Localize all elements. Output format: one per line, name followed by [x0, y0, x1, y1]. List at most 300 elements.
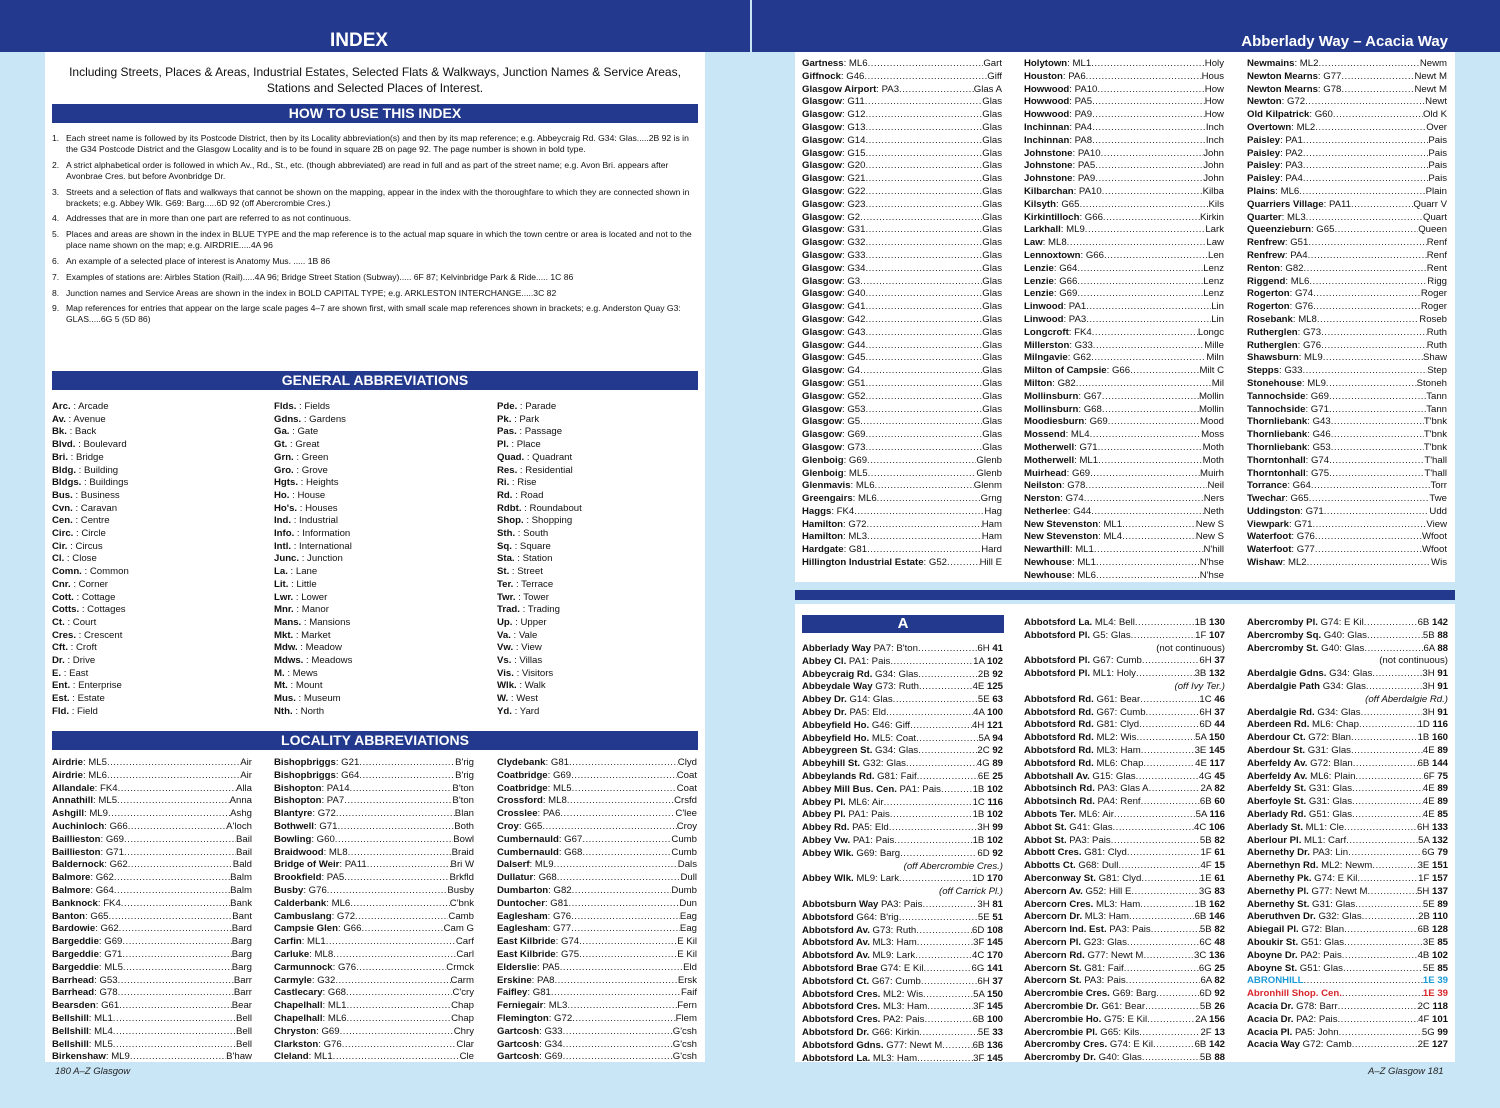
abbr-short: Bldgs.	[52, 477, 82, 489]
index-street: Abbeydale Way G73: Ruth	[802, 681, 919, 693]
leader-dots	[350, 783, 453, 796]
leader-dots	[1096, 570, 1200, 583]
leader-dots	[1303, 173, 1428, 186]
abbr-entry	[52, 490, 252, 503]
leader-dots	[114, 885, 230, 898]
abbr-short: Lit.	[274, 578, 289, 590]
abbr-full: : Industrial	[291, 515, 338, 527]
leader-dots	[889, 822, 978, 835]
locality-abbr: Glenm	[973, 480, 1002, 492]
locality-abbr: Over	[1426, 121, 1447, 133]
index-street: Abbott Cres. G81: Clyd	[1024, 847, 1127, 859]
abbr-full: : Little	[288, 578, 317, 590]
locality-name: Annathill: ML5	[52, 795, 118, 807]
locality-entry	[497, 936, 697, 949]
index-street: Aberdeen Rd. ML6: Chap	[1247, 719, 1359, 731]
abbr-short: Junc.	[274, 553, 300, 565]
index-street: Aboukir St. G51: Glas	[1247, 936, 1345, 948]
leader-dots	[335, 975, 450, 988]
locality-name: Glasgow: G73	[802, 441, 866, 453]
abbr-full: : East	[61, 667, 89, 679]
locality-name: Riggend: ML6	[1247, 275, 1310, 287]
leader-dots	[1127, 847, 1201, 860]
index-mapref: 6B 142	[1194, 1039, 1225, 1051]
leader-dots	[350, 898, 450, 911]
locality-name: Mollinsburn: G67	[1024, 390, 1102, 402]
how-item-number: 1.	[52, 133, 60, 143]
index-street: Abercorn St. G81: Faif	[1024, 962, 1124, 974]
index-street: Abercromby St. G40: Glas	[1247, 642, 1365, 654]
index-street: Abbotsford Dr. G66: Kirkin	[802, 1026, 920, 1038]
abbr-full: : Corner	[70, 578, 108, 590]
how-item-number: 2.	[52, 159, 60, 170]
leader-dots	[571, 911, 680, 924]
index-mapref: 6H 37	[977, 975, 1003, 987]
locality-abbr: Glas	[982, 339, 1002, 351]
locality-name: Crossford: ML8	[497, 795, 567, 807]
index-street: Aberdalgie Gdns. G34: Glas	[1247, 668, 1373, 680]
abbr-full: : Circle	[73, 528, 106, 540]
leader-dots	[1343, 963, 1423, 976]
leader-dots	[346, 987, 452, 1000]
locality-entry	[52, 936, 252, 949]
locality-entry	[274, 949, 474, 962]
locality-abbr: Air	[240, 757, 252, 768]
leader-dots	[1309, 493, 1430, 506]
locality-name: Clarkston: G76	[274, 1038, 342, 1050]
abbr-full: : Bridge	[68, 451, 104, 463]
index-mapref: 3F 145	[973, 937, 1003, 949]
locality-abbr: Faif	[681, 987, 697, 999]
locality-name: Baillieston: G71	[52, 846, 124, 858]
abbr-short: Cl.	[52, 553, 65, 565]
locality-abbr: Lenz	[1203, 288, 1224, 300]
locality-name: Glasgow: G3	[802, 275, 861, 287]
leader-dots	[1323, 352, 1423, 365]
locality-name: Greengairs: ML6	[802, 493, 877, 505]
locality-name: Bridge of Weir: PA11	[274, 859, 367, 871]
locality-abbr: Glas	[982, 301, 1002, 313]
leader-dots	[582, 847, 671, 860]
locality-entry	[1024, 531, 1224, 544]
locality-entry	[1024, 250, 1224, 263]
leader-dots	[128, 859, 233, 872]
locality-abbr: Anna	[229, 795, 252, 807]
abbr-entry	[52, 668, 252, 681]
abbr-entry	[52, 452, 252, 465]
index-mapref: 3F 145	[973, 1052, 1003, 1064]
leader-dots	[1102, 391, 1199, 404]
how-item	[52, 288, 702, 299]
locality-abbr: Wfoot	[1421, 544, 1447, 556]
index-mapref: 5E 85	[1422, 962, 1448, 974]
leader-dots	[1351, 732, 1418, 745]
index-mapref: 1B 162	[1194, 898, 1225, 910]
leader-dots	[865, 148, 982, 161]
locality-entry	[274, 757, 474, 770]
locality-entry	[497, 885, 697, 898]
locality-entry	[1247, 148, 1447, 161]
abbr-entry	[497, 477, 697, 490]
leader-dots	[1092, 96, 1205, 109]
locality-entry	[802, 506, 1002, 519]
locality-abbr: Crsfd	[674, 795, 697, 807]
locality-entry	[1024, 480, 1224, 493]
leader-dots	[124, 834, 236, 847]
leader-dots	[900, 848, 977, 861]
leader-dots	[1151, 924, 1200, 937]
abbr-short: Mus.	[274, 693, 296, 705]
leader-dots	[906, 758, 977, 771]
locality-abbr: Glas	[982, 262, 1002, 274]
index-entry	[802, 745, 1003, 758]
locality-name: Braidwood: ML8	[274, 846, 348, 858]
index-entry	[802, 694, 1003, 707]
abbr-short: Gt.	[274, 439, 288, 451]
leader-dots	[1307, 557, 1431, 570]
index-entry	[1024, 1052, 1225, 1065]
index-street: Abbotts Ct. G68: Dull	[1024, 860, 1119, 872]
locality-name: Muirhead: G69	[1024, 467, 1091, 479]
locality-entry	[1024, 263, 1224, 276]
index-street: Abbot St. G41: Glas	[1024, 821, 1113, 833]
abbr-entry	[52, 693, 252, 706]
index-street: Abbotsford Rd. G61: Bear	[1024, 693, 1141, 705]
locality-entry	[1247, 71, 1447, 84]
locality-name: Glasgow: G5	[802, 416, 861, 428]
locality-abbr: Cam G	[443, 923, 474, 935]
abbr-full: : Lane	[287, 566, 318, 578]
leader-dots	[1084, 493, 1204, 506]
index-mapref: 2A 156	[1195, 1013, 1225, 1025]
locality-entry	[1024, 173, 1224, 186]
index-mapref: 3H 81	[977, 898, 1003, 910]
leader-dots	[865, 250, 982, 263]
abbr-short: Fld.	[52, 705, 70, 717]
index-street: Aberlady Rd. G51: Glas	[1247, 808, 1353, 820]
index-mapref: 5A 94	[978, 732, 1003, 744]
leader-dots	[551, 987, 681, 1000]
index-mapref: 1E 61	[1199, 872, 1225, 884]
abbr-short: Cir.	[52, 540, 68, 552]
index-street: Abernethy Pl. G77: Newt M	[1247, 885, 1368, 897]
locality-name: Thornliebank: G46	[1247, 429, 1331, 441]
index-street: Abercrombie Ho. G75: E Kil	[1024, 1013, 1148, 1025]
abbr-short: Cvn.	[52, 502, 73, 514]
leader-dots	[1344, 924, 1418, 937]
locality-name: Glasgow: G4	[802, 365, 861, 377]
locality-entry	[1024, 135, 1224, 148]
leader-dots	[1122, 519, 1196, 532]
leader-dots	[865, 135, 982, 148]
leader-dots	[890, 809, 973, 822]
abbr-full: : Buildings	[81, 477, 129, 489]
leader-dots	[919, 681, 973, 694]
abbr-entry	[274, 439, 474, 452]
locality-abbr: Bell	[236, 1025, 252, 1037]
intro-line-1: Including Streets, Places & Areas, Industrial Estates, Selected Flats & Walkways, Junction Names & Service Areas,	[69, 65, 681, 79]
locality-abbr: Dumb	[671, 884, 697, 896]
locality-abbr: Both	[454, 820, 474, 832]
leader-dots	[865, 173, 982, 186]
locality-name: Glenboig: G69	[802, 454, 868, 466]
leader-dots	[884, 797, 973, 810]
index-mapref: 1B 102	[972, 809, 1003, 821]
leader-dots	[923, 989, 973, 1002]
index-mapref: 4C 106	[1194, 821, 1225, 833]
locality-abbr: Neil	[1207, 480, 1224, 492]
locality-entry	[497, 911, 697, 924]
index-mapref: 3C 136	[1194, 949, 1225, 961]
index-entry	[1247, 681, 1448, 694]
abbr-full: : Place	[508, 439, 541, 451]
locality-name: Kilsyth: G65	[1024, 198, 1080, 210]
index-entry	[1024, 937, 1225, 950]
index-entry	[802, 707, 1003, 720]
locality-entry	[274, 783, 474, 796]
leader-dots	[890, 656, 973, 669]
index-entry	[1247, 1001, 1448, 1014]
abbr-full: : Avenue	[65, 413, 106, 425]
locality-name: Erskine: PA8	[497, 974, 555, 986]
locality-entry	[802, 378, 1002, 391]
locality-entry	[1247, 493, 1447, 506]
locality-name: Howwood: PA10	[1024, 83, 1098, 95]
locality-entry	[802, 327, 1002, 340]
locality-name: Baldernock: G62	[52, 859, 128, 871]
abbr-short: Rd.	[497, 489, 513, 501]
locality-name: Airdrie: ML6	[52, 769, 107, 781]
abbr-entry	[497, 490, 697, 503]
leader-dots	[1093, 340, 1204, 353]
index-mapref: 6D 92	[1199, 988, 1225, 1000]
index-mapref: 6H 41	[977, 643, 1003, 654]
locality-name: Balmore: G62	[52, 872, 114, 884]
abbr-full: : South	[515, 528, 549, 540]
abbr-short: Gdns.	[274, 413, 302, 425]
locality-abbr: Bri W	[450, 859, 474, 871]
locality-entry	[1024, 160, 1224, 173]
index-mapref: 1B 130	[1194, 617, 1225, 628]
abbr-column	[497, 401, 697, 719]
leader-dots	[865, 327, 982, 340]
index-street: Abbotsford Av. ML9: Lark	[802, 950, 916, 962]
locality-name: Bishopbriggs: G64	[274, 769, 360, 781]
leader-dots	[1352, 796, 1423, 809]
abbr-entry	[274, 642, 474, 655]
locality-name: Old Kilpatrick: G60	[1247, 109, 1333, 121]
locality-entry	[274, 847, 474, 860]
locality-name: Bearsden: G61	[52, 1000, 120, 1012]
index-mapref: 4C 170	[972, 950, 1003, 962]
locality-name: Rutherglen: G73	[1247, 326, 1322, 338]
locality-entry	[802, 531, 1002, 544]
leader-dots	[1372, 668, 1422, 681]
locality-abbr: Camb	[448, 910, 474, 922]
locality-name: Eaglesham: G76	[497, 910, 572, 922]
locality-entry	[1024, 416, 1224, 429]
locality-entry	[802, 237, 1002, 250]
index-mapref: 5A 150	[1195, 732, 1225, 744]
index-mapref: 6A 82	[1200, 975, 1225, 987]
leader-dots	[947, 557, 980, 570]
locality-entry	[802, 148, 1002, 161]
abbr-entry	[497, 541, 697, 554]
index-entry	[1024, 668, 1225, 681]
abbr-full: : Parade	[517, 401, 557, 412]
locality-entry	[52, 847, 252, 860]
leader-dots	[1143, 758, 1195, 771]
abbr-full: : Crescent	[76, 629, 123, 641]
leader-dots	[582, 834, 671, 847]
abbr-entry	[274, 579, 474, 592]
leader-dots	[1104, 250, 1208, 263]
locality-name: Longcroft: FK4	[1024, 326, 1092, 338]
locality-abbr: Len	[1207, 249, 1224, 261]
index-entry	[802, 1040, 1003, 1053]
locality-entry	[52, 911, 252, 924]
leader-dots	[1352, 1039, 1418, 1052]
index-entry	[1024, 758, 1225, 771]
index-mapref: 6F 75	[1423, 770, 1448, 782]
locality-abbr: T'bnk	[1423, 441, 1447, 453]
locality-abbr: Fern	[677, 1000, 697, 1012]
locality-name: Busby: G76	[274, 884, 327, 896]
abbr-full: : Manor	[293, 604, 329, 616]
abbr-short: Ent.	[52, 680, 71, 692]
locality-abbr: Glas	[982, 237, 1002, 249]
index-street: Abbotsford La. ML3: Ham	[802, 1052, 918, 1064]
leader-dots	[1140, 899, 1194, 912]
locality-abbr: Busby	[447, 884, 474, 896]
abbr-short: Res.	[497, 464, 518, 476]
locality-entry	[52, 859, 252, 872]
leader-dots	[1129, 911, 1195, 924]
locality-entry	[802, 557, 1002, 570]
leader-dots	[1352, 809, 1423, 822]
index-mapref: 6A 88	[1423, 642, 1448, 654]
locality-abbr: Quart	[1423, 211, 1447, 223]
locality-entry	[274, 936, 474, 949]
abbr-short: Nth.	[274, 705, 293, 717]
locality-name: Bishopton: PA7	[274, 795, 345, 807]
locality-abbr: Glas	[982, 429, 1002, 441]
locality-abbr: John	[1203, 173, 1224, 185]
index-street: Aberdalgie Path G34: Glas	[1247, 680, 1366, 692]
leader-dots	[572, 1013, 676, 1026]
index-entry	[1247, 886, 1448, 899]
abbr-full: : Arcade	[70, 401, 109, 412]
locality-abbr: Alla	[236, 782, 252, 794]
index-mapref: 1B 102	[972, 783, 1003, 795]
index-note: (not continuous)	[1156, 642, 1225, 654]
abbr-full: : Junction	[299, 553, 343, 565]
leader-dots	[1091, 352, 1206, 365]
locality-name: Chapelhall: ML1	[274, 1000, 347, 1012]
index-entry	[802, 925, 1003, 938]
locality-entry	[1247, 442, 1447, 455]
locality-name: Gartcosh: G33	[497, 1025, 563, 1037]
locality-name: Hillington Industrial Estate: G52	[802, 557, 947, 569]
locality-abbr: Glas	[982, 185, 1002, 197]
locality-abbr: Inch	[1205, 121, 1224, 133]
locality-entry	[802, 429, 1002, 442]
leader-dots	[1077, 288, 1203, 301]
abbr-entry	[497, 515, 697, 528]
locality-name: Hardgate: G81	[802, 544, 868, 556]
leader-dots	[1143, 950, 1194, 963]
index-mapref: 5E 51	[977, 911, 1003, 923]
leader-dots	[118, 987, 234, 1000]
locality-abbr: Glas	[982, 96, 1002, 108]
index-street: Abbotsford Rd. ML2: Wis	[1024, 732, 1137, 744]
abbr-full: : Business	[72, 489, 120, 501]
locality-name: Glasgow: G44	[802, 339, 866, 351]
locality-entry	[802, 455, 1002, 468]
index-entry	[802, 835, 1003, 848]
index-street: Aberlour Pl. ML1: Carf	[1247, 834, 1347, 846]
leader-dots	[1308, 250, 1427, 263]
abbr-full: : Court	[64, 616, 97, 628]
locality-abbr: Bald	[232, 859, 252, 871]
footer-right: A–Z Glasgow 181	[1368, 1066, 1444, 1077]
leader-dots	[1108, 416, 1200, 429]
index-entry	[1247, 988, 1448, 1001]
locality-abbr: Ham	[981, 518, 1002, 530]
leader-dots	[877, 493, 981, 506]
how-item-number: 9.	[52, 303, 60, 314]
index-street: Abercorn Ind. Est. PA3: Pais	[1024, 924, 1151, 936]
locality-entry	[802, 84, 1002, 97]
locality-name: East Kilbride: G74	[497, 936, 580, 948]
abbr-entry	[497, 503, 697, 516]
locality-abbr: Glas	[982, 352, 1002, 364]
leader-dots	[122, 936, 231, 949]
locality-abbr: Roseb	[1419, 313, 1447, 325]
index-mapref: 5H 137	[1417, 885, 1448, 897]
how-item-number: 5.	[52, 229, 60, 240]
leader-dots	[579, 949, 677, 962]
index-entry	[1024, 924, 1225, 937]
locality-abbr: Bowl	[453, 833, 474, 845]
locality-entry	[274, 821, 474, 834]
how-item-number: 4.	[52, 213, 60, 224]
abbr-short: Cres.	[52, 629, 76, 641]
locality-abbr: Bant	[232, 910, 252, 922]
abbr-full: : Green	[293, 451, 329, 463]
locality-entry	[1247, 557, 1447, 570]
locality-entry	[1024, 442, 1224, 455]
locality-entry	[1247, 480, 1447, 493]
locality-abbr: C'lee	[675, 808, 697, 820]
locality-name: Duntocher: G81	[497, 897, 569, 909]
locality-name: Glasgow: G69	[802, 429, 866, 441]
index-entry	[1247, 860, 1448, 873]
locality-abbreviations-right	[802, 58, 1448, 581]
locality-abbr: Grng	[980, 493, 1002, 505]
leader-dots	[860, 276, 982, 289]
index-mapref: 6B 146	[1194, 911, 1225, 923]
abbr-full: : Meadows	[303, 655, 353, 667]
locality-name: Thornliebank: G53	[1247, 441, 1331, 453]
index-entry	[1024, 630, 1225, 643]
locality-abbr: Eag	[679, 923, 697, 935]
index-entry	[1024, 617, 1225, 630]
how-item	[52, 256, 702, 267]
leader-dots	[1067, 237, 1207, 250]
locality-entry	[1024, 429, 1224, 442]
locality-name: Kirkintilloch: G66	[1024, 211, 1103, 223]
